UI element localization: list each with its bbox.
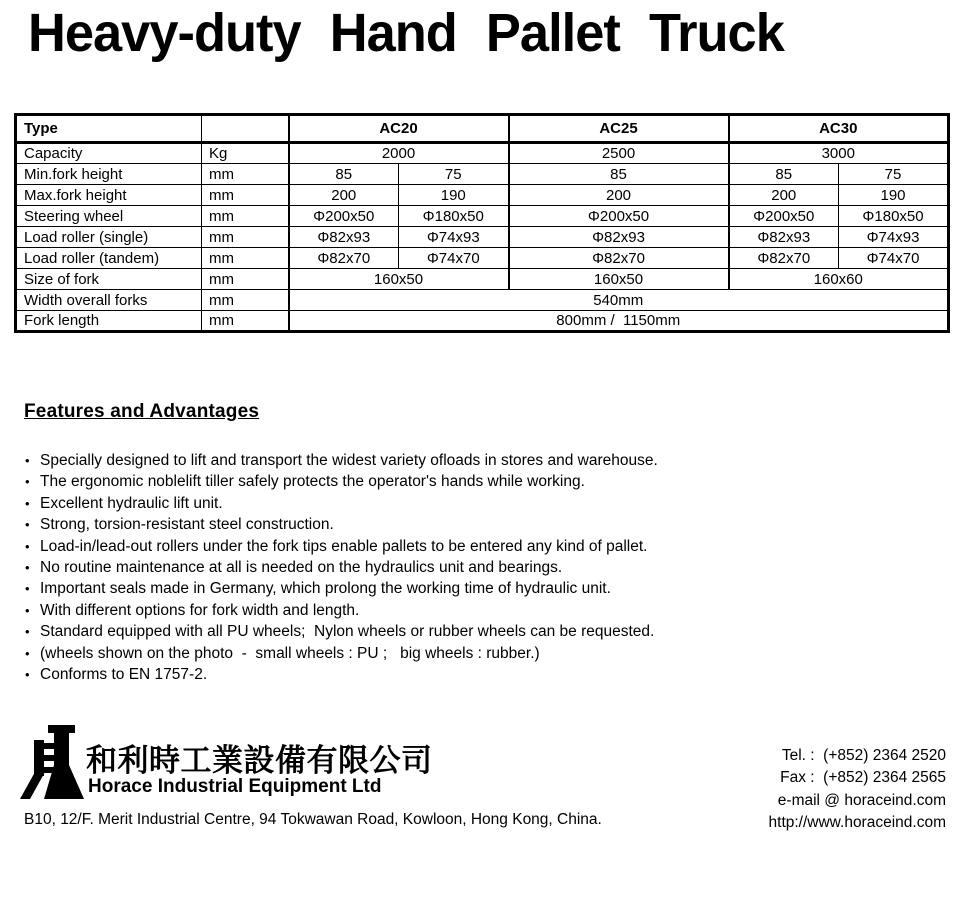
cell-value: 85 xyxy=(289,164,399,185)
company-name-english: Horace Industrial Equipment Ltd xyxy=(88,776,382,797)
company-logo-icon xyxy=(20,725,84,807)
cell-value: Φ82x70 xyxy=(289,248,399,269)
cell-value: 3000 xyxy=(729,143,949,164)
contact-email: e-mail @ horaceind.com xyxy=(777,791,946,809)
table-row-capacity xyxy=(16,143,949,164)
row-unit: mm xyxy=(202,206,289,227)
cell-value: Φ200x50 xyxy=(509,206,729,227)
cell-value: Φ74x70 xyxy=(399,248,509,269)
row-unit: mm xyxy=(202,164,289,185)
feature-item: • Load-in/lead-out rollers under the fork tips enable pallets to be entered any kind of pallet. xyxy=(24,536,944,557)
cell-value: Φ74x93 xyxy=(399,227,509,248)
row-label: Steering wheel xyxy=(16,206,202,227)
row-label: Load roller (single) xyxy=(16,227,202,248)
cell-value: 800mm / 1150mm xyxy=(289,311,949,332)
cell-value: Φ82x93 xyxy=(729,227,839,248)
col-header-ac25: AC25 xyxy=(509,115,729,143)
feature-item: • (wheels shown on the photo - small wheels : PU ; big wheels : rubber.) xyxy=(24,643,944,664)
row-label: Size of fork xyxy=(16,269,202,290)
table-row-max-fork-height xyxy=(16,185,949,206)
cell-value: Φ180x50 xyxy=(839,206,949,227)
spec-table xyxy=(14,113,950,333)
table-row-width-overall-forks xyxy=(16,290,949,311)
cell-value: 2500 xyxy=(509,143,729,164)
company-name-chinese: 和利時工業設備有限公司 xyxy=(86,743,433,778)
cell-value: 190 xyxy=(399,185,509,206)
feature-item: • No routine maintenance at all is needed on the hydraulics unit and bearings. xyxy=(24,557,944,578)
contact-block xyxy=(769,745,946,835)
cell-value: Φ74x70 xyxy=(839,248,949,269)
cell-value: 200 xyxy=(729,185,839,206)
cell-value: Φ180x50 xyxy=(399,206,509,227)
feature-item: • Excellent hydraulic lift unit. xyxy=(24,493,944,514)
col-header-type: Type xyxy=(16,115,202,143)
row-label: Max.fork height xyxy=(16,185,202,206)
cell-value: Φ82x70 xyxy=(509,248,729,269)
row-unit: mm xyxy=(202,248,289,269)
page-title: Heavy-duty Hand Pallet Truck xyxy=(28,3,784,63)
feature-item: • Specially designed to lift and transport the widest variety ofloads in stores and warehouse. xyxy=(24,450,944,471)
cell-value: 75 xyxy=(399,164,509,185)
cell-value: Φ74x93 xyxy=(839,227,949,248)
feature-item: • With different options for fork width and length. xyxy=(24,600,944,621)
feature-item: • Important seals made in Germany, which prolong the working time of hydraulic unit. xyxy=(24,578,944,599)
cell-value: 200 xyxy=(509,185,729,206)
feature-item: • The ergonomic noblelift tiller safely protects the operator's hands while working. xyxy=(24,471,944,492)
cell-value: 160x50 xyxy=(509,269,729,290)
col-header-ac20: AC20 xyxy=(289,115,509,143)
features-list xyxy=(24,450,944,685)
cell-value: 200 xyxy=(289,185,399,206)
table-row-load-roller-single xyxy=(16,227,949,248)
row-unit: mm xyxy=(202,269,289,290)
cell-value: 540mm xyxy=(289,290,949,311)
row-unit: mm xyxy=(202,227,289,248)
features-heading: Features and Advantages xyxy=(24,401,260,422)
footer xyxy=(0,722,961,852)
cell-value: 160x50 xyxy=(289,269,509,290)
cell-value: 85 xyxy=(509,164,729,185)
cell-value: 160x60 xyxy=(729,269,949,290)
contact-website: http://www.horaceind.com xyxy=(768,814,946,832)
table-row-load-roller-tandem xyxy=(16,248,949,269)
row-label: Width overall forks xyxy=(16,290,202,311)
feature-item: • Conforms to EN 1757-2. xyxy=(24,664,944,685)
row-unit: mm xyxy=(202,185,289,206)
company-address: B10, 12/F. Merit Industrial Centre, 94 Tokwawan Road, Kowloon, Hong Kong, China. xyxy=(24,811,602,828)
cell-value: Φ200x50 xyxy=(289,206,399,227)
cell-value: 75 xyxy=(839,164,949,185)
cell-value: Φ82x70 xyxy=(729,248,839,269)
cell-value: Φ200x50 xyxy=(729,206,839,227)
col-header-ac30: AC30 xyxy=(729,115,949,143)
contact-fax: Fax : (+852) 2364 2565 xyxy=(780,769,946,787)
col-header-unit xyxy=(202,115,289,143)
table-row-steering-wheel xyxy=(16,206,949,227)
feature-item: • Standard equipped with all PU wheels; Nylon wheels or rubber wheels can be requested. xyxy=(24,621,944,642)
row-unit: Kg xyxy=(202,143,289,164)
row-label: Fork length xyxy=(16,311,202,332)
contact-tel: Tel. : (+852) 2364 2520 xyxy=(781,747,946,764)
row-label: Load roller (tandem) xyxy=(16,248,202,269)
cell-value: 2000 xyxy=(289,143,509,164)
table-row-fork-length xyxy=(16,311,949,332)
cell-value: 85 xyxy=(729,164,839,185)
table-row-min-fork-height xyxy=(16,164,949,185)
feature-item: • Strong, torsion-resistant steel construction. xyxy=(24,514,944,535)
cell-value: Φ82x93 xyxy=(509,227,729,248)
row-label: Min.fork height xyxy=(16,164,202,185)
row-unit: mm xyxy=(202,311,289,332)
row-label: Capacity xyxy=(16,143,202,164)
cell-value: 190 xyxy=(839,185,949,206)
row-unit: mm xyxy=(202,290,289,311)
table-header-row xyxy=(16,115,949,143)
cell-value: Φ82x93 xyxy=(289,227,399,248)
table-row-size-of-fork xyxy=(16,269,949,290)
